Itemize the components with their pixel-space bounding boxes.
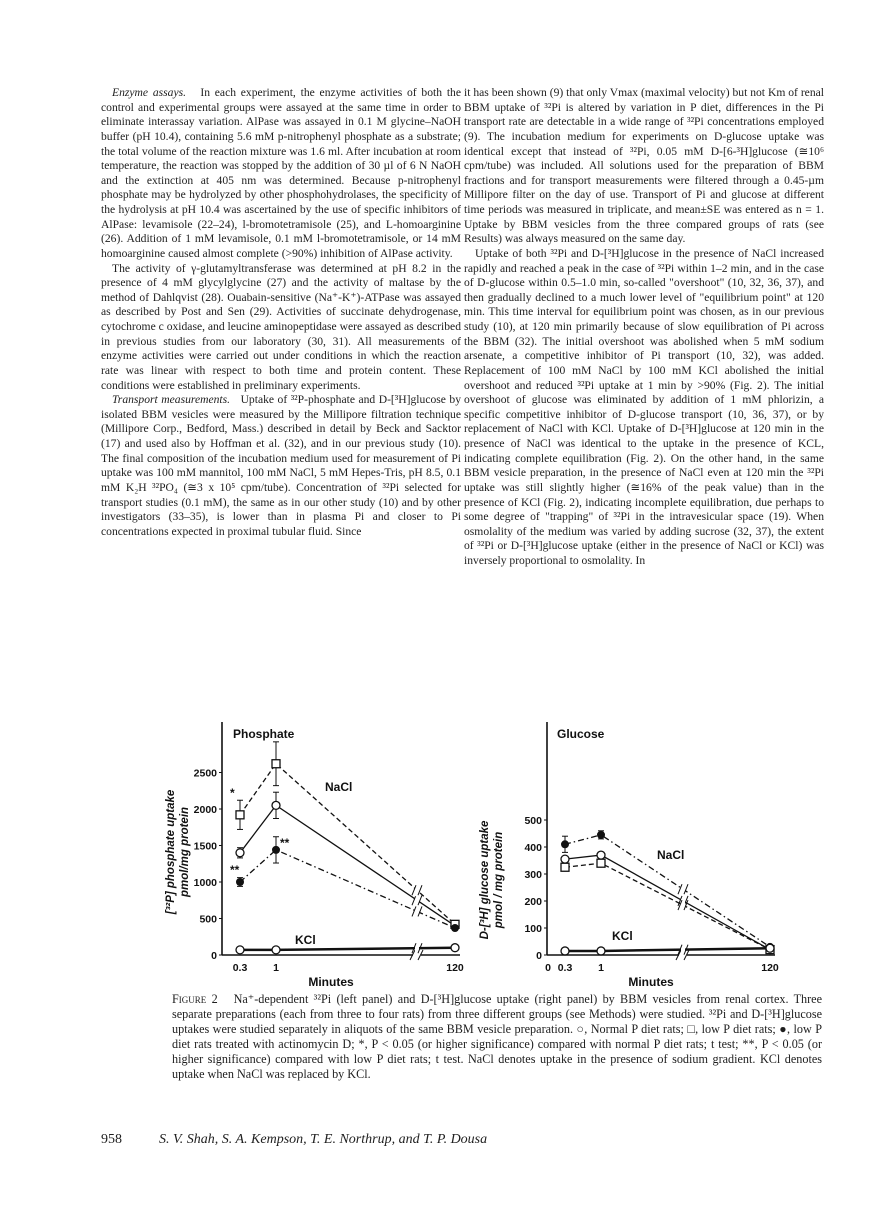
caption-text: Na⁺-dependent ³²Pi (left panel) and D-[³H]glucose uptake (right panel) by BBM vesicles from renal cortex. Three separate preparations (each from three to four rats) from three different groups (see Methods) were studied. ³²Pi and D-[³H]glucose uptakes were studied separately in aliquots of the same BBM vesicle preparation. ○, Normal P diet rats; □, low P diet rats; ●, low P diet rats treated with actinomycin D; *, P < 0.05 (or higher significance) compared with normal P diet rats; t test; **, P < 0.05 (or higher significance) compared with low P diet rats; t test. NaCl denotes uptake in the presence of sodium gradient. KCl denotes uptake when NaCl was replaced by KCl. [172, 992, 822, 1081]
data-point-filled-circle [451, 924, 459, 932]
nacl-label: NaCl [325, 780, 353, 794]
y-axis-label: D-[³H] glucose uptake [479, 820, 491, 940]
x-tick-label: 1 [273, 962, 279, 974]
paragraph-text: it has been shown (9) that only Vmax (maximal velocity) but not Km of renal BBM uptake of ³²Pi is altered by variation in P diet, differences in the Pi transport rate are detectable in a wide range of ³²Pi concentrations employed (9). The incubation medium for experiments on D-glucose uptake was identical except that instead of ³²Pi, 0.05 mM D-[6-³H]glucose (≅10⁶ cpm/tube) was included. All solutions used for the preparation of BBM fractions and for transport measurements were filtered through a 0.45-µm Millipore filter on the day of use. Transport of Pi and glucose at different time periods was measured in triplicate, and mean±SE was entered as n = 1. Uptake by BBM vesicles from the three compared groups of rats (see Results) was always measured on the same day. [464, 86, 824, 246]
significance-marker: ** [230, 863, 240, 877]
y-axis-label: [³²P] phosphate uptake [165, 789, 177, 915]
data-point-square [561, 863, 569, 871]
page-number: 958 [101, 1132, 122, 1147]
kcl-label: KCl [295, 933, 316, 947]
y-tick-label: 300 [524, 869, 542, 881]
x-tick-label: 0.3 [232, 962, 248, 974]
data-point-filled-circle [597, 831, 605, 839]
y-tick-label: 1000 [193, 877, 217, 889]
y-axis-label: pmol / mg protein [493, 831, 505, 929]
kcl-label: KCl [612, 929, 633, 943]
panel-title: Glucose [557, 727, 605, 741]
x-axis-label: Minutes [628, 975, 674, 989]
nacl-label: NaCl [657, 848, 685, 862]
data-point-circle [451, 944, 459, 952]
data-point-filled-circle [236, 878, 244, 886]
data-point-filled-circle [272, 846, 280, 854]
data-point-circle [597, 947, 605, 955]
data-point-circle [766, 944, 774, 952]
panel-title: Phosphate [233, 727, 295, 741]
paragraph-text: Uptake of both ³²Pi and D-[³H]glucose in the presence of NaCl increased rapidly and reached a peak in the case of ³²Pi within 1–2 min, and in the case of D-glucose within 0.5–1.0 min, so-called "overshoot" (10, 32, 36, 37), and then gradually declined to a much lower level of "equilibrium point" at 120 min. This time interval for equilibrium point was chosen, as in our previous study (10), at 120 min primarily because of slow equilibration of Pi across the BBM (32). The initial overshoot was abolished when 5 mM sodium arsenate, a competitive inhibitor of Pi transport (10, 32), was added. Replacement of 100 mM NaCl by 100 mM KCl abolished the initial overshoot and reduced ³²Pi uptake at 1 min by >90% (Fig. 2). The initial overshoot of glucose was eliminated by addition of 1 mM phlorizin, a specific competitive inhibitor of D-glucose transport (10, 36, 37), or by replacement of NaCl with KCl. Uptake of D-[³H]glucose at 120 min in the presence of NaCl was identical to the uptake in the presence of KCL, indicating complete equilibration (Fig. 2). On the other hand, in the same BBM vesicle preparation, in the presence of NaCl even at 120 min the ³²Pi uptake was still slightly higher (≅16% of the peak value) than in the presence of KCl (Fig. 2), indicating incomplete equilibration, due perhaps to some degree of "trapping" of ³²Pi in the intravesicular space (19). When osmolality of the medium was varied by adding sucrose (32, 37), the extent of ³²Pi or D-[³H]glucose uptake (either in the presence of NaCl or KCl) was inversely proportional to osmolality. In [464, 246, 824, 567]
x-axis-label: Minutes [308, 975, 354, 989]
running-authors: S. V. Shah, S. A. Kempson, T. E. Northrup, and T. P. Dousa [159, 1132, 488, 1147]
data-point-circle [272, 946, 280, 954]
data-point-circle [272, 801, 280, 809]
series-line [565, 863, 770, 949]
y-tick-label: 0 [536, 950, 542, 962]
y-tick-label: 400 [524, 842, 542, 854]
y-tick-label: 500 [524, 815, 542, 827]
x-tick-label: 120 [761, 962, 779, 974]
data-point-circle [236, 946, 244, 954]
data-point-circle [597, 851, 605, 859]
data-point-circle [561, 947, 569, 955]
x-tick-label: 120 [446, 962, 464, 974]
series-line [240, 850, 455, 928]
y-tick-label: 200 [524, 896, 542, 908]
series-line [565, 855, 770, 950]
data-point-circle [561, 855, 569, 863]
data-point-filled-circle [561, 840, 569, 848]
data-point-circle [236, 849, 244, 857]
significance-marker: ** [280, 835, 290, 850]
series-line [240, 805, 455, 925]
y-axis-label: pmol/mg protein [179, 806, 191, 898]
paragraph-text: The activity of γ-glutamyltransferase was determined at pH 8.2 in the presence of 4 mM glycylglycine (27) and the activity of maltase by the method of Dahlqvist (28). Ouabain-sensitive (Na⁺-K⁺)-ATPase was assayed as described by Post and Sen (29). Activities of succinate dehydrogenase, cytochrome c oxidase, and leucine aminopeptidase were assayed as described in previous studies from our laboratory (30, 31). All measurements of enzyme activities were carried out under conditions in which the reaction rate was linear with respect to both time and protein content. These conditions were established in preliminary experiments. [101, 261, 461, 392]
data-point-square [597, 859, 605, 867]
y-tick-label: 1500 [193, 840, 217, 853]
section-heading: Enzyme assays. [112, 86, 187, 99]
y-tick-label: 2000 [193, 804, 217, 816]
paragraph-text: Uptake of ³²P-phosphate and D-[³H]glucose by isolated BBM vesicles were measured by the Millipore filtration technique (Millipore Corp., Bedford, Mass.) described in detail by Beck and Sacktor (17) and used also by Hoffman et al. (32), and in our previous study (10). The final composition of the incubation medium used for measurement of Pi uptake was 100 mM mannitol, 100 mM NaCl, 5 mM Hepes-Tris, pH 8.5, 0.1 mM K₂H ³²PO₄ (≅3 x 10⁵ cpm/tube). Concentration of ³²Pi selected for transport studies (0.1 mM), the same as in our other study (10) and by other investigators (33–35), is lower than in plasma Pi and closer to Pi concentrations expected in proximal tubular fluid. Since [101, 393, 462, 538]
data-point-square [272, 760, 280, 768]
y-tick-label: 100 [524, 923, 542, 935]
y-tick-label: 2500 [193, 767, 217, 780]
series-line [565, 948, 770, 951]
y-tick-label: 0 [211, 950, 217, 962]
paragraph-text: In each experiment, the enzyme activities of both the control and experimental groups were assayed at the same time in order to eliminate interassay variation. AlPase was assayed in 0.1 M glycine–NaOH buffer (pH 10.4), containing 5.6 mM p-nitrophenyl phosphate as a substrate; the total volume of the reaction mixture was 1.6 ml. After incubation at room temperature, the reaction was stopped by the addition of 30 µl of 6 N NaOH and the extinction at 405 nm was determined. Because p-nitrophenyl phosphate may be hydrolyzed by other phosphohydrolases, the specificity of the hydrolysis at pH 10.4 was ascertained by the use of specific inhibitors of AlPase: levamisole (22–24), l-bromotetramisole (25), and L-homoarginine (26). Addition of 1 mM levamisole, 0.1 mM l-bromotetramisole, or 14 mM homoarginine caused almost complete (>90%) inhibition of AlPase activity. [101, 86, 461, 260]
caption-label: Figure 2 [172, 992, 218, 1006]
x-tick-label: 0 [545, 962, 551, 974]
section-heading: Transport measurements. [112, 393, 231, 407]
significance-marker: * [230, 786, 235, 801]
data-point-square [236, 811, 244, 819]
y-tick-label: 500 [199, 913, 217, 926]
figure-caption [172, 992, 822, 1082]
x-tick-label: 1 [598, 962, 604, 974]
x-tick-label: 0.3 [557, 962, 573, 974]
